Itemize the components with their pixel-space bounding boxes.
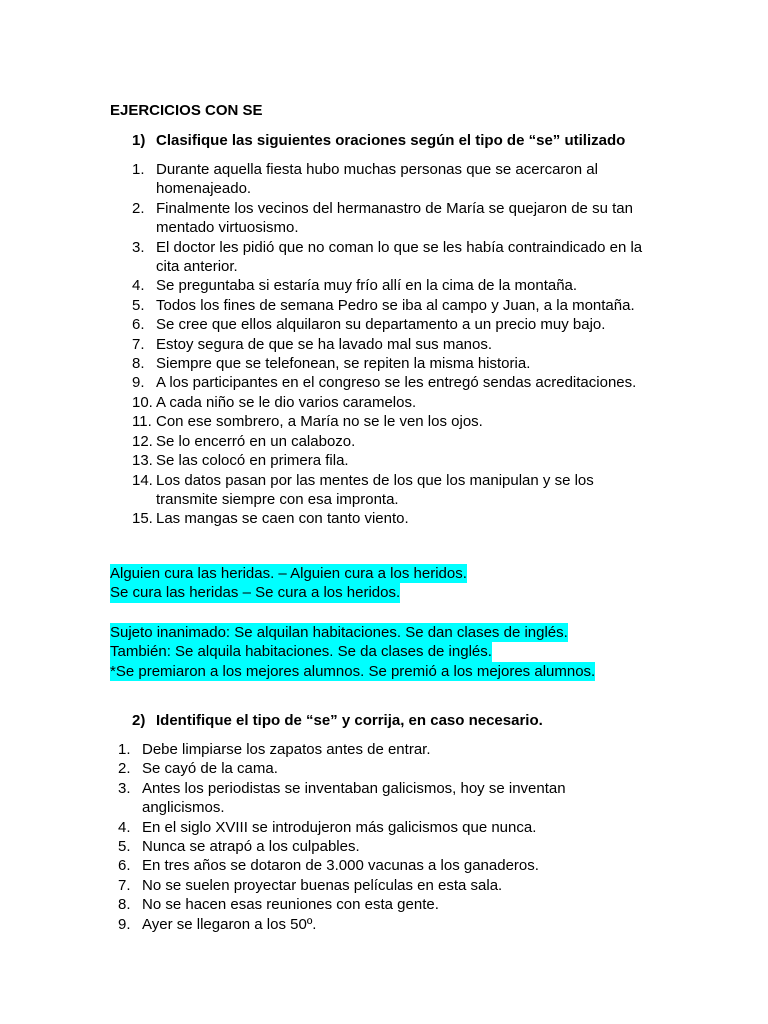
list-item-text-line: Los datos pasan por las mentes de los que los manipulan y se los (156, 471, 594, 489)
highlighted-text: Sujeto inanimado: Se alquilan habitaciones. Se dan clases de inglés. (110, 624, 568, 641)
list-item (132, 199, 692, 238)
list-item (118, 740, 678, 759)
list-item-text-line: Ayer se llegaron a los 50º. (142, 915, 317, 933)
list-item-text-line: anglicismos. (142, 799, 225, 817)
list-item-number: 4. (132, 277, 145, 295)
list-item-text-line: Nunca se atrapó a los culpables. (142, 838, 360, 856)
section-1-heading-text: Clasifique las siguientes oraciones según el tipo de “se” utilizado (156, 132, 626, 149)
list-item-number: 3. (118, 779, 131, 797)
list-item-text-line: transmite siempre con esa impronta. (156, 490, 399, 508)
highlighted-text: Se cura las heridas – Se cura a los heridos. (110, 584, 401, 602)
highlighted-line (110, 623, 595, 642)
list-item-text-line: cita anterior. (156, 258, 238, 276)
list-item (118, 837, 678, 856)
highlighted-text: También: Se alquila habitaciones. Se da clases de inglés. (110, 643, 492, 661)
highlight-block-1 (110, 564, 467, 603)
list-item-text-line: Se lo encerró en un calabozo. (156, 432, 356, 450)
list-item-number: 4. (118, 818, 131, 836)
list-item-text-line: A los participantes en el congreso se les entregó sendas acreditaciones. (156, 374, 637, 392)
list-item-number: 11. (132, 413, 152, 431)
list-item-number: 14. (132, 471, 153, 489)
section-2-heading (132, 711, 543, 730)
list-item-text-line: Las mangas se caen con tanto viento. (156, 510, 409, 528)
list-item-number: 6. (118, 857, 131, 875)
list-item (132, 412, 692, 431)
list-item-text-line: Se cree que ellos alquilaron su departamento a un precio muy bajo. (156, 316, 606, 334)
list-item (118, 915, 678, 934)
list-item-text-line: Se preguntaba si estaría muy frío allí en la cima de la montaña. (156, 277, 578, 295)
list-item-text-line: Se cayó de la cama. (142, 760, 278, 778)
section-1-number: 1) (132, 132, 146, 149)
list-item-text-line: No se hacen esas reuniones con esta gente. (142, 896, 439, 914)
section-2-list (118, 740, 678, 934)
list-item-text-line: mentado virtuosismo. (156, 219, 299, 237)
section-1-heading (132, 131, 625, 150)
list-item (118, 895, 678, 914)
list-item-number: 3. (132, 238, 145, 256)
list-item (132, 315, 692, 334)
list-item-text-line: Todos los fines de semana Pedro se iba al campo y Juan, a la montaña. (156, 296, 635, 314)
list-item (132, 451, 692, 470)
list-item-number: 5. (132, 296, 145, 314)
list-item-text-line: Durante aquella fiesta hubo muchas personas que se acercaron al (156, 161, 598, 178)
list-item-number: 8. (132, 355, 145, 373)
list-item (132, 471, 692, 510)
list-item-number: 9. (118, 915, 131, 933)
list-item-number: 6. (132, 316, 145, 334)
highlighted-text: *Se premiaron a los mejores alumnos. Se premió a los mejores alumnos. (110, 662, 596, 680)
list-item-number: 7. (132, 335, 145, 353)
list-item-number: 2. (118, 760, 131, 778)
highlighted-text: Alguien cura las heridas. – Alguien cura a los heridos. (110, 565, 467, 582)
list-item (118, 759, 678, 778)
list-item (132, 335, 692, 354)
list-item-text-line: En el siglo XVIII se introdujeron más galicismos que nunca. (142, 818, 537, 836)
list-item (132, 276, 692, 295)
highlighted-line (110, 662, 595, 681)
highlight-block-2 (110, 623, 595, 681)
list-item-number: 8. (118, 896, 131, 914)
list-item-text-line: En tres años se dotaron de 3.000 vacunas a los ganaderos. (142, 857, 539, 875)
list-item-text-line: No se suelen proyectar buenas películas en esta sala. (142, 876, 503, 894)
list-item-number: 2. (132, 199, 145, 217)
highlighted-line (110, 583, 467, 602)
list-item-number: 1. (118, 741, 131, 758)
list-item-text-line: Debe limpiarse los zapatos antes de entrar. (142, 741, 431, 758)
section-2-number: 2) (132, 712, 146, 729)
list-item-number: 1. (132, 161, 145, 178)
list-item (132, 373, 692, 392)
list-item (118, 876, 678, 895)
list-item-number: 9. (132, 374, 145, 392)
list-item-text-line: Estoy segura de que se ha lavado mal sus manos. (156, 335, 493, 353)
list-item-text-line: A cada niño se le dio varios caramelos. (156, 393, 417, 411)
list-item-number: 12. (132, 432, 153, 450)
highlighted-line (110, 564, 467, 583)
list-item-number: 5. (118, 838, 131, 856)
list-item (132, 296, 692, 315)
list-item (118, 856, 678, 875)
list-item-text-line: Se las colocó en primera fila. (156, 452, 349, 470)
list-item (132, 160, 692, 199)
list-item-text-line: Antes los periodistas se inventaban galicismos, hoy se inventan (142, 779, 566, 797)
list-item-text-line: El doctor les pidió que no coman lo que se les había contraindicado en la (156, 238, 643, 256)
list-item-number: 7. (118, 876, 131, 894)
list-item-number: 15. (132, 510, 153, 528)
list-item (118, 818, 678, 837)
section-2-heading-text: Identifique el tipo de “se” y corrija, en caso necesario. (156, 712, 543, 729)
list-item-number: 13. (132, 452, 153, 470)
list-item-text-line: Finalmente los vecinos del hermanastro de María se quejaron de su tan (156, 199, 633, 217)
section-1-list (132, 160, 692, 529)
list-item (132, 432, 692, 451)
document-title: EJERCICIOS CON SE (110, 102, 263, 119)
list-item (118, 779, 678, 818)
list-item-number: 10. (132, 393, 153, 411)
list-item-text-line: homenajeado. (156, 180, 252, 198)
highlighted-line (110, 642, 595, 661)
list-item (132, 509, 692, 528)
list-item (132, 238, 692, 277)
list-item-text-line: Siempre que se telefonean, se repiten la misma historia. (156, 355, 531, 373)
list-item (132, 354, 692, 373)
list-item-text-line: Con ese sombrero, a María no se le ven los ojos. (156, 413, 483, 431)
list-item (132, 393, 692, 412)
